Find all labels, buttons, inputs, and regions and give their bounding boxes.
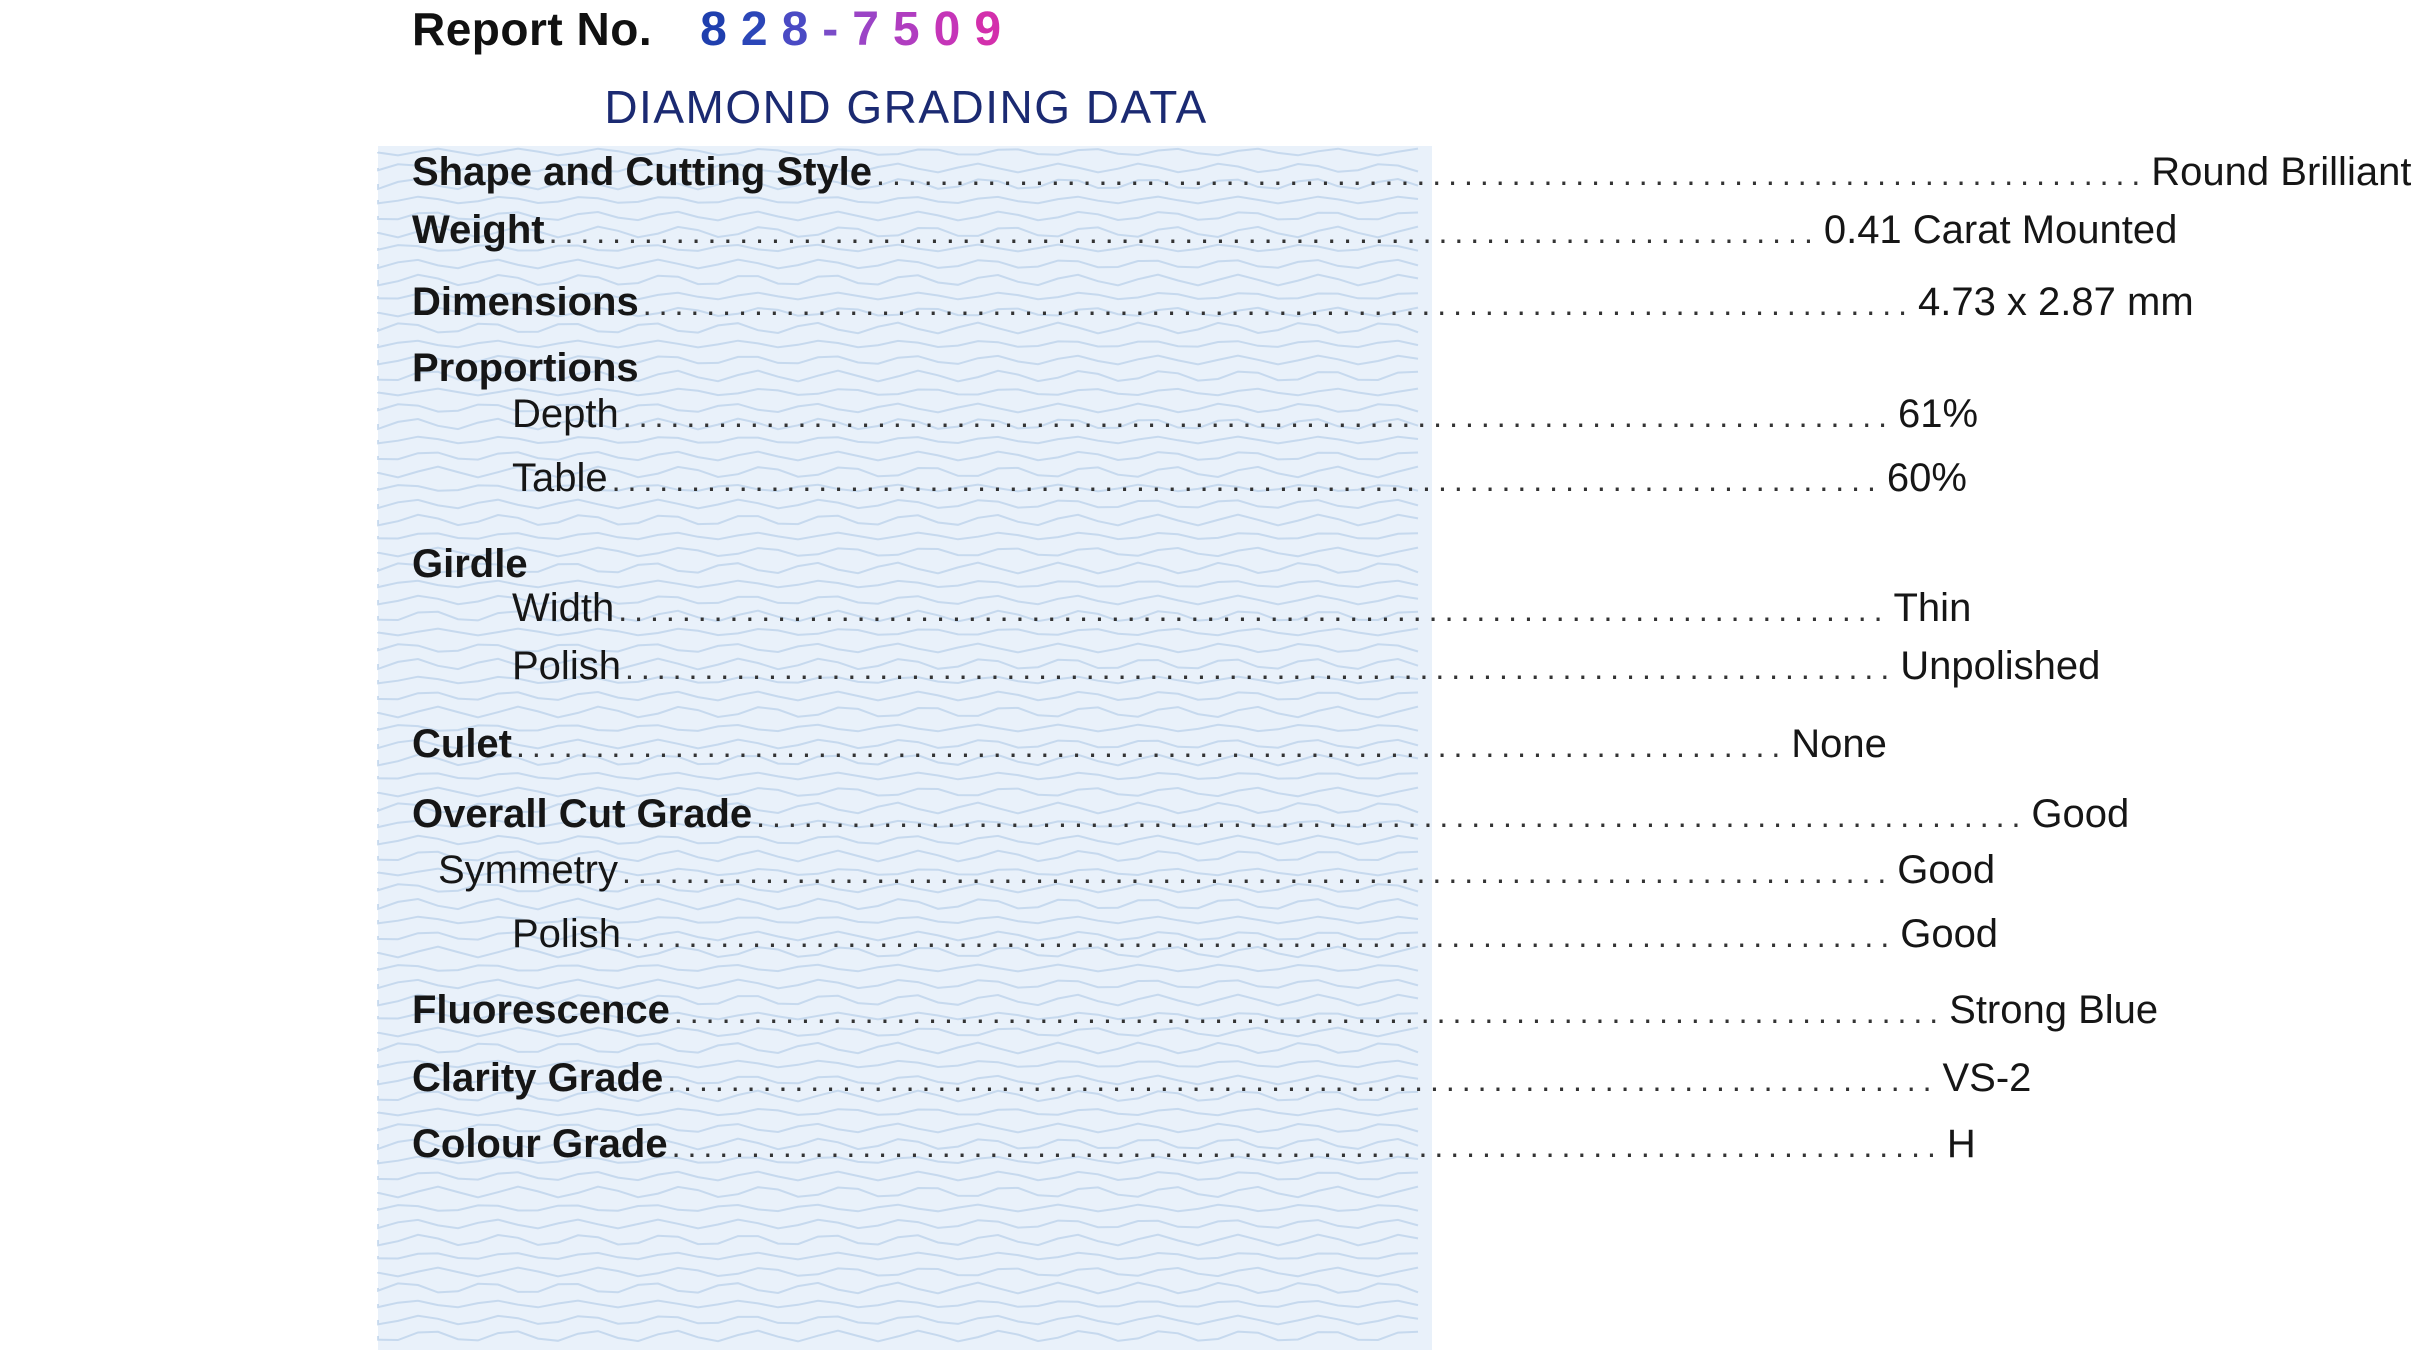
data-row-clarity-grade <box>412 1056 2032 1101</box>
row-value: 61% <box>1898 392 1979 436</box>
dot-leader: ................................................................................ <box>622 398 1894 434</box>
row-value: VS-2 <box>1942 1056 2032 1100</box>
row-label: Polish <box>512 912 621 956</box>
texture-wave <box>378 1283 1418 1294</box>
texture-wave <box>378 1331 1418 1342</box>
texture-wave <box>378 197 1418 204</box>
row-label: Table <box>512 456 608 500</box>
grading-data-panel <box>378 146 2411 1350</box>
row-label: Dimensions <box>412 280 639 324</box>
dot-leader: ................................................................................ <box>548 214 1820 250</box>
row-label: Culet <box>412 722 512 766</box>
data-row-girdle-polish <box>412 644 2101 689</box>
row-value: H <box>1946 1122 1976 1166</box>
data-row-overall-cut-grade <box>412 792 2130 837</box>
report-digit: 9 <box>974 3 1016 56</box>
dot-leader: ................................................................................ <box>624 918 1897 954</box>
texture-wave <box>378 548 1418 557</box>
dot-leader: ................................................................................ <box>618 592 1890 628</box>
data-row-colour-grade <box>412 1122 1976 1167</box>
row-label: Depth <box>512 392 619 436</box>
section-heading-girdle: Girdle <box>412 542 528 586</box>
report-digit: 2 <box>740 3 782 56</box>
data-row-symmetry <box>412 848 1996 893</box>
texture-wave <box>378 260 1418 269</box>
texture-wave <box>378 1253 1418 1260</box>
row-label: Symmetry <box>438 848 618 892</box>
data-row-depth <box>412 392 1979 437</box>
data-row-girdle-width <box>412 586 1972 631</box>
row-label: Shape and Cutting Style <box>412 150 873 194</box>
texture-wave <box>378 437 1418 444</box>
report-digit: - <box>822 3 853 56</box>
row-value: Good <box>1897 848 1996 892</box>
row-value: Thin <box>1893 586 1972 630</box>
texture-wave <box>378 1109 1418 1116</box>
row-label: Polish <box>512 644 621 688</box>
report-digit: 0 <box>933 3 975 56</box>
data-row-dimensions <box>412 280 2194 325</box>
data-row-culet <box>412 722 1887 767</box>
data-row-fluorescence <box>412 988 2159 1033</box>
row-value: Strong Blue <box>1949 988 2159 1032</box>
section-heading-proportions: Proportions <box>412 346 639 390</box>
dot-leader: ................................................................................ <box>673 994 1946 1030</box>
texture-wave <box>378 1268 1418 1277</box>
row-value: 0.41 Carat Mounted <box>1823 208 2178 252</box>
texture-wave <box>378 899 1418 910</box>
row-label: Width <box>512 586 615 630</box>
data-row-cut-polish <box>412 912 1999 957</box>
texture-wave <box>378 1301 1418 1308</box>
texture-wave <box>378 1043 1418 1054</box>
dot-leader: ................................................................................ <box>876 156 2148 192</box>
report-number-value <box>700 2 1015 57</box>
texture-wave <box>378 1187 1418 1198</box>
texture-wave <box>378 692 1418 701</box>
row-value: Good <box>1900 912 1999 956</box>
texture-wave <box>378 515 1418 526</box>
texture-wave <box>378 1205 1418 1212</box>
texture-wave <box>378 1235 1418 1246</box>
dot-leader: ................................................................................ <box>642 286 1914 322</box>
texture-wave <box>378 563 1418 574</box>
texture-wave <box>378 1172 1418 1181</box>
dot-leader: ................................................................................ <box>611 462 1883 498</box>
data-row-weight <box>412 208 2178 253</box>
report-digit: 5 <box>892 3 934 56</box>
row-value: 4.73 x 2.87 mm <box>1917 280 2194 324</box>
row-label: Overall Cut Grade <box>412 792 753 836</box>
data-row-table <box>412 456 1967 501</box>
dot-leader: ................................................................................ <box>516 728 1788 764</box>
dot-leader: ................................................................................ <box>756 798 2028 834</box>
row-label: Clarity Grade <box>412 1056 664 1100</box>
row-value: None <box>1791 722 1887 766</box>
row-value: 60% <box>1886 456 1967 500</box>
report-digit: 8 <box>700 3 741 56</box>
dot-leader: ................................................................................ <box>624 650 1897 686</box>
row-label: Weight <box>412 208 545 252</box>
report-digit: 8 <box>781 3 823 56</box>
row-label: Fluorescence <box>412 988 670 1032</box>
dot-leader: ................................................................................ <box>671 1128 1943 1164</box>
dot-leader: ................................................................................ <box>622 854 1894 890</box>
texture-wave <box>378 773 1418 780</box>
report-number-line <box>412 2 1015 57</box>
row-value: Round Brilliant <box>2151 150 2411 194</box>
dot-leader: ................................................................................ <box>667 1062 1939 1098</box>
row-value: Unpolished <box>1900 644 2101 688</box>
texture-wave <box>378 707 1418 718</box>
texture-wave <box>378 1220 1418 1229</box>
texture-wave <box>378 533 1418 540</box>
report-number-label: Report No. <box>412 3 653 55</box>
row-label: Colour Grade <box>412 1122 668 1166</box>
report-digit: 7 <box>852 3 893 56</box>
texture-wave <box>378 1316 1418 1325</box>
data-row-shape <box>412 150 2411 195</box>
row-value: Good <box>2031 792 2130 836</box>
texture-wave <box>378 965 1418 972</box>
page-title: DIAMOND GRADING DATA <box>604 81 1208 133</box>
